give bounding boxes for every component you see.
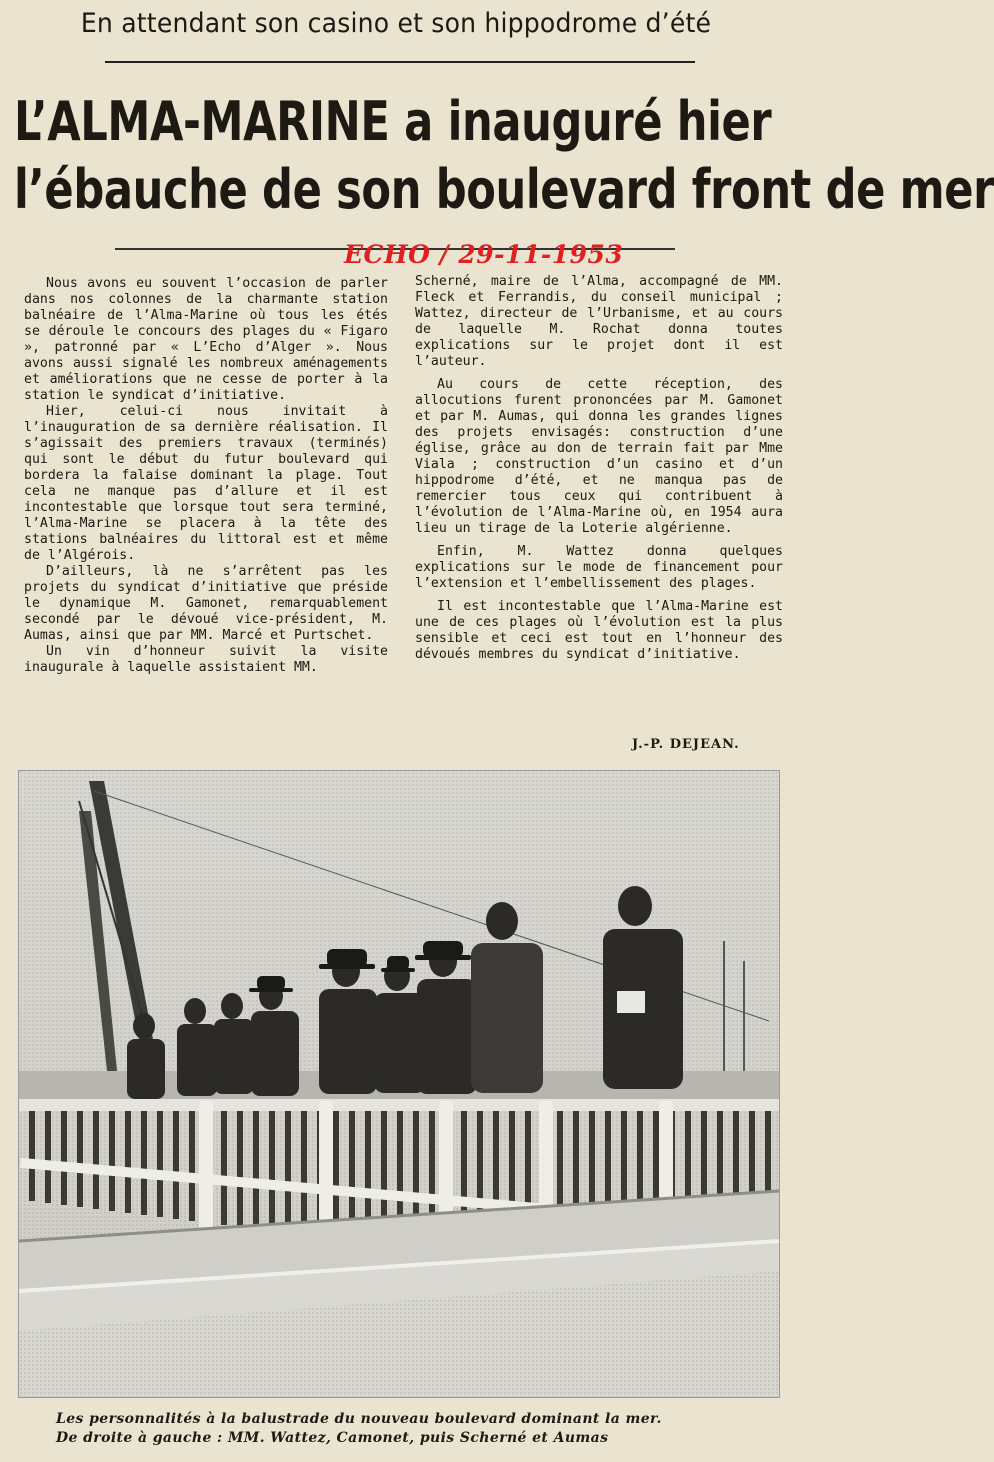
photo-caption	[56, 1410, 776, 1448]
photo-illustration	[19, 771, 779, 1397]
article-headline	[14, 88, 994, 224]
paragraph: Nous avons eu souvent l’occasion de parler dans nos colonnes de la charmante station balnéaire de l’Alma-Marine où tous les étés se déroule le concours des plages du « Figaro », patronné par « L’Echo d’Alger ». Nous avons aussi signalé les nombreux aménagements et améliorations que ne cesse de porter à la station le syndicat d’initiative.	[24, 276, 388, 403]
paragraph: Hier, celui-ci nous invitait à l’inauguration de sa dernière réalisation. Il s’agissait des premiers travaux (terminés) qui sont le début du futur boulevard qui bordera la falaise dominant la plage. Tout cela ne manque pas d’allure et il est incontestable que lorsque tout sera terminé, l’Alma-Marine se placera à la tête des stations balnéaires du littoral est et même de l’Algérois.	[24, 404, 388, 563]
article-column-left	[24, 276, 388, 676]
paragraph: Enfin, M. Wattez donna quelques explications sur le mode de financement pour l’extension et l’embellissement des plages.	[415, 544, 783, 591]
paragraph: Au cours de cette réception, des allocutions furent prononcées par M. Gamonet et par M. Aumas, qui donna les grandes lignes des projets envisagés: construction d’une église, grâce au don de terrain fait par Mme Viala ; construction d’un casino et d’un hippodrome d’été, et ne manqua pas de remercier tous ceux qui contribuent à l’évolution de l’Alma-Marine où, en 1954 aura lieu un tirage de la Loterie algérienne.	[415, 377, 783, 536]
byline: J.-P. DEJEAN.	[632, 737, 740, 752]
article-kicker: En attendant son casino et son hippodrome d’été	[80, 8, 712, 39]
news-photo	[18, 770, 780, 1398]
headline-line-2: l’ébauche de son boulevard front de mer	[14, 158, 994, 221]
article-column-right	[415, 274, 783, 663]
paragraph: D’ailleurs, là ne s’arrêtent pas les projets du syndicat d’initiative que préside le dynamique M. Gamonet, remarquablement secondé par le dévoué vice-président, M. Aumas, ainsi que par MM. Marcé et Purtschet.	[24, 564, 388, 643]
caption-line-2: De droite à gauche : MM. Wattez, Camonet, puis Scherné et Aumas	[56, 1430, 609, 1446]
paragraph: Il est incontestable que l’Alma-Marine est une de ces plages où l’évolution est la plus sensible et ceci est tout en l’honneur des dévoués membres du syndicat d’initiative.	[415, 599, 783, 662]
paragraph: Scherné, maire de l’Alma, accompagné de MM. Fleck et Ferrandis, du conseil municipal ; Wattez, directeur de l’Urbanisme, et au cours de laquelle M. Rochat donna toutes explications sur le projet dont il est l’auteur.	[415, 274, 783, 369]
paragraph: Un vin d’honneur suivit la visite inaugurale à laquelle assistaient MM.	[24, 644, 388, 675]
handwritten-date-stamp: ECHO / 29-11-1953	[344, 240, 624, 269]
caption-line-1: Les personnalités à la balustrade du nouveau boulevard dominant la mer.	[56, 1411, 662, 1427]
headline-line-1: L’ALMA-MARINE a inauguré hier	[14, 90, 772, 153]
kicker-rule	[105, 61, 695, 63]
